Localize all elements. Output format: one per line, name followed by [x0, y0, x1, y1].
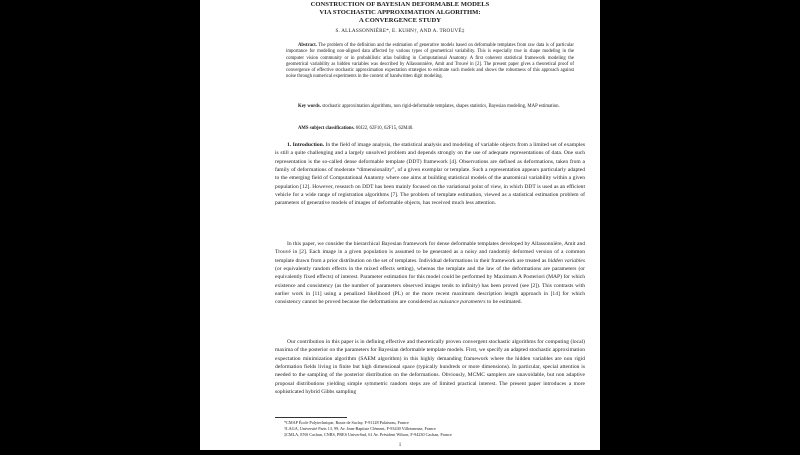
ams-classifications: [286, 126, 574, 132]
footnote-3: ‡CMLA, ENS Cachan, CNRS, PRES UniverSud, 61 Av. Président Wilson, F-94230 Cachan, France: [284, 432, 452, 437]
keywords-text: stochastic approximation algorithms, non rigid-deformable templates, shapes statistics, Bayesian modeling, MAP estimation.: [322, 104, 560, 109]
document-page: [200, 0, 600, 450]
title-line-1: CONSTRUCTION OF BAYESIAN DEFORMABLE MODELS: [310, 1, 490, 8]
footnote-divider: [275, 417, 347, 418]
p2-text-b: (or equivalently random effects in the mixed effects setting), whereas the template and the law of the deformations are parameters (or equivalently fixed effects) of interest. Parameter estimation for this model could be performed by Maximum A Posteriori (MAP) for which existence and consistency (as the number of parameters observed images tends to infinity) has been proved (see [2]). This contrasts with earlier work in [11] using a penalized likelihood (PL) or the more recent maximum description length approach in [14] for which consistency cannot be proved because the deformations are considered as: [275, 266, 585, 306]
p2-text-c: to be estimated.: [486, 299, 522, 306]
keywords-label: Key words.: [298, 104, 321, 109]
p3-text: Our contribution in this paper is in defining effective and theoretically proven convergent stochastic algorithms for computing (local) maxima of the posterior on the parameters for Bayesian deformable template models. First, we specify an adapted stochastic approximation expectation minimization algorithm (SAEM algorithm) in this highly demanding framework where the hidden variables are non rigid deformation fields living in finite but high dimensional space (typically hundreds or more dimensions). In particular, special attention is needed to the sampling of the posterior distribution on the deformations. Obviously, MCMC samplers are unavoidable, but non adaptive proposal distributions yielding simple symmetric random steps are of limited practical interest. The present paper introduces a more sophisticated hybrid Gibbs sampling: [275, 339, 585, 396]
abstract-label: Abstract.: [298, 43, 317, 48]
authors: S. ALLASSONNIÈRE*, E. KUHN†, AND A. TROUVÉ‡: [335, 28, 465, 34]
footnote-2: †LAGA, Université Paris 13, 99, Av. Jean-Baptiste Clément, F-93430 Villetaneuse, France: [284, 426, 436, 431]
p2-text-a: In this paper, we consider the hierarchical Bayesian framework for dense deformable templates developed by Allassonnière, Amit and Trouvé in [2]. Each image in a given population is assumed to be generated as a noisy and randomly deformed version of a common template drawn from a prior distribution on the set of templates. Individual deformations in their framework are treated as: [275, 241, 585, 264]
keywords: [286, 104, 574, 110]
ams-text: 60J22, 62F10, 62F15, 62M40.: [355, 126, 414, 131]
abstract-text: The problem of the definition and the estimation of generative models based on deformable templates from raw data is of particular importance for modeling non-aligned data affected by various types of geometrical variability. This is especially true in shape modeling in the computer vision community or in probabilistic atlas building in Computational Anatomy. A first coherent statistical framework modeling the geometrical variability as hidden variables was described by Allassonnière, Amit and Trouvé in [2]. The present paper gives a theoretical proof of convergence of effective stochastic approximation expectation strategies to estimate such models and shows the robustness of this approach against noise through numerical experiments in the context of handwritten digit modeling.: [286, 43, 574, 80]
page-number: 1: [398, 443, 402, 448]
title-line-3: A CONVERGENCE STUDY: [358, 17, 442, 24]
intro-text: In the field of image analysis, the statistical analysis and modeling of variable objects from a limited set of examples is still a quite challenging and a largely unsolved problem and depends strongly on the use of adequate representations of data. One such representation is the so-called dense deformable template (DDT) framework [4]. Observations are defined as deformations, taken from a family of deformations of moderate “dimensionality”, of a given exemplar or template. Such a representation appears particularly adapted to the emerging field of Computational Anatomy where one aims at building statistical models of the anatomical variability within a given population [12]. However, research on DDT has been mainly focused on the variational point of view, in which DDT is used as an efficient vehicle for a wide range of registration algorithms [7]. The problem of template estimation, viewed as a statistical estimation problem of parameters of generative models of images of deformable objects, has received much less attention.: [275, 142, 586, 207]
footnote-1: *CMAP École Polytechnique, Route de Saclay, F-91128 Palaiseau, France: [284, 420, 409, 425]
ams-label: AMS subject classifications.: [298, 126, 355, 131]
abstract: [286, 43, 574, 81]
paragraph-3: [275, 338, 585, 396]
p2-italic-nuisance-parameters: nuisance parameters: [439, 299, 486, 306]
p2-italic-hidden-variables: hidden variables: [547, 257, 585, 264]
section-heading: 1. Introduction.: [287, 142, 325, 148]
introduction-paragraph: [275, 141, 585, 208]
title-line-2: VIA STOCHASTIC APPROXIMATION ALGORITHM:: [319, 9, 481, 16]
paragraph-2: [275, 240, 585, 307]
